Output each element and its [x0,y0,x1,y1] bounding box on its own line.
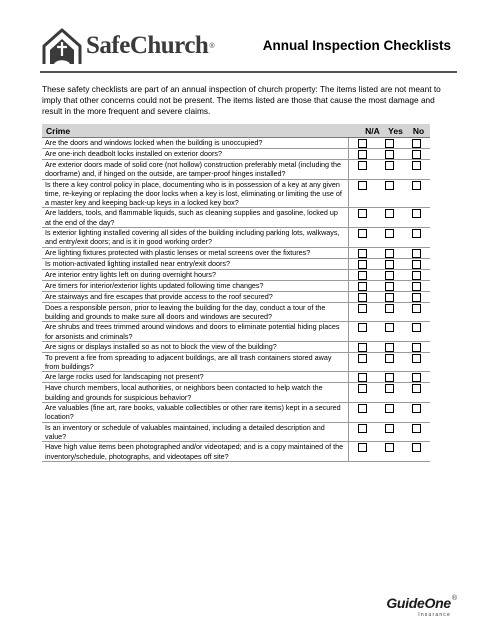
checkbox-yes[interactable] [385,443,394,452]
checkbox-no[interactable] [412,323,421,332]
checkbox-na[interactable] [358,229,367,238]
checkbox-yes[interactable] [385,304,394,313]
column-header-yes: Yes [388,125,403,136]
answer-boxes [349,259,430,269]
question-text: Is exterior lighting installed covering all sides of the building including parking lots, walkways, and entry/exit doors; and is it in good working order? [42,228,349,247]
question-text: Does a responsible person, prior to leaving the building for the day, conduct a tour of the building and grounds to make sure all doors and windows are secured? [42,303,349,322]
question-text: Are exterior doors made of solid core (not hollow) construction preferably metal (including the doorframe) and, if hinged on the outside, are tamper-proof hinges installed? [42,160,349,179]
guideone-logo [386,595,457,618]
table-row [42,259,430,270]
checklist-table [42,124,430,462]
table-row [42,292,430,303]
answer-boxes [349,442,430,461]
section-heading: Crime [46,125,71,136]
guideone-subtext: Insurance [418,612,451,618]
checkbox-no[interactable] [412,229,421,238]
question-text: Are shrubs and trees trimmed around windows and doors to eliminate potential hiding places for arsonists and criminals? [42,322,349,341]
table-row [42,442,430,462]
table-row [42,228,430,248]
checkbox-no[interactable] [412,150,421,159]
checkbox-yes[interactable] [385,139,394,148]
question-text: Are interior entry lights left on during overnight hours? [42,270,349,280]
table-row [42,383,430,403]
checkbox-yes[interactable] [385,181,394,190]
checkbox-na[interactable] [358,404,367,413]
answer-boxes [349,353,430,372]
checkbox-no[interactable] [412,343,421,352]
column-header-no: No [412,125,425,136]
question-text: To prevent a fire from spreading to adjacent buildings, are all trash containers stored away from buildings? [42,353,349,372]
checkbox-na[interactable] [358,282,367,291]
question-text: Are lighting fixtures protected with plastic lenses or metal screens over the fixtures? [42,248,349,258]
question-text: Are valuables (fine art, rare books, valuable collectibles or other rare items) kept in a secured location? [42,403,349,422]
checkbox-no[interactable] [412,354,421,363]
checkbox-yes[interactable] [385,209,394,218]
checkbox-no[interactable] [412,249,421,258]
answer-boxes [349,383,430,402]
answer-boxes [349,138,430,148]
answer-boxes [349,292,430,302]
checkbox-na[interactable] [358,293,367,302]
answer-boxes [349,270,430,280]
checkbox-yes[interactable] [385,271,394,280]
table-row [42,342,430,353]
checkbox-no[interactable] [412,404,421,413]
question-text: Are timers for interior/exterior lights updated following time changes? [42,281,349,291]
checkbox-na[interactable] [358,323,367,332]
table-row [42,138,430,149]
checkbox-no[interactable] [412,293,421,302]
checkbox-na[interactable] [358,373,367,382]
checkbox-no[interactable] [412,209,421,218]
answer-boxes [349,160,430,179]
answer-boxes [349,303,430,322]
question-text: Is motion-activated lighting installed near entry/exit doors? [42,259,349,269]
question-text: Are signs or displays installed so as not to block the view of the building? [42,342,349,352]
checkbox-na[interactable] [358,424,367,433]
checkbox-no[interactable] [412,424,421,433]
checkbox-yes[interactable] [385,282,394,291]
answer-boxes [349,149,430,159]
checkbox-yes[interactable] [385,260,394,269]
checkbox-na[interactable] [358,150,367,159]
question-text: Is an inventory or schedule of valuables maintained, including a detailed description and value? [42,423,349,442]
table-row [42,270,430,281]
checkbox-yes[interactable] [385,384,394,393]
checkbox-yes[interactable] [385,161,394,170]
checkbox-no[interactable] [412,271,421,280]
checkbox-no[interactable] [412,373,421,382]
guideone-registered-mark: ® [451,595,457,602]
checkbox-no[interactable] [412,260,421,269]
logo-wordmark: SafeChurch [86,32,209,59]
church-logo-icon [40,26,84,66]
page-header [40,24,455,72]
guideone-wordmark: GuideOne [386,595,451,611]
checkbox-na[interactable] [358,139,367,148]
checkbox-yes[interactable] [385,293,394,302]
question-text: Have church members, local authorities, or neighbors been contacted to help watch the building and grounds for suspicious behavior? [42,383,349,402]
checkbox-na[interactable] [358,271,367,280]
checkbox-no[interactable] [412,282,421,291]
header-divider [40,71,457,73]
checkbox-na[interactable] [358,384,367,393]
table-row [42,149,430,160]
answer-boxes [349,180,430,208]
safechurch-logo [40,26,215,66]
checkbox-yes[interactable] [385,229,394,238]
table-row [42,281,430,292]
answer-boxes [349,403,430,422]
checkbox-na[interactable] [358,249,367,258]
checkbox-na[interactable] [358,443,367,452]
table-row [42,423,430,443]
question-text: Is there a key control policy in place, documenting who is in possession of a key at any given time, re-keying or replacing the door locks when a key is lost, eliminating or limiting the use of a master key and keeping back-up keys in a locked key box? [42,180,349,208]
answer-boxes [349,322,430,341]
question-text: Are stairways and fire escapes that provide access to the roof secured? [42,292,349,302]
logo-registered-mark: ® [209,42,215,50]
checkbox-no[interactable] [412,139,421,148]
table-row [42,372,430,383]
answer-boxes [349,228,430,247]
checkbox-no[interactable] [412,443,421,452]
question-text: Are large rocks used for landscaping not present? [42,372,349,382]
table-row [42,248,430,259]
intro-paragraph: These safety checklists are part of an annual inspection of church property: The items listed are not meant to imply that other concerns could not be present. The items listed are those that cause the most damage and result in the more frequent and severe claims. [42,84,441,117]
checkbox-yes[interactable] [385,249,394,258]
answer-boxes [349,372,430,382]
question-text: Have high value items been photographed and/or videotaped; and is a copy maintained of the inventory/schedule, photographs, and videotapes off site? [42,442,349,461]
checkbox-na[interactable] [358,354,367,363]
document-title: Annual Inspection Checklists [262,38,451,53]
question-text: Are ladders, tools, and flammable liquids, such as cleaning supplies and gasoline, locked up at the end of the day? [42,208,349,227]
checkbox-yes[interactable] [385,404,394,413]
checkbox-na[interactable] [358,161,367,170]
checkbox-no[interactable] [412,384,421,393]
checkbox-no[interactable] [412,304,421,313]
table-row [42,160,430,180]
checkbox-na[interactable] [358,181,367,190]
checkbox-na[interactable] [358,209,367,218]
table-row [42,303,430,323]
checkbox-yes[interactable] [385,323,394,332]
checkbox-yes[interactable] [385,424,394,433]
table-header-row [42,124,430,138]
question-text: Are one-inch deadbolt locks installed on exterior doors? [42,149,349,159]
question-text: Are the doors and windows locked when the building is unoccupied? [42,138,349,148]
answer-boxes [349,342,430,352]
checkbox-na[interactable] [358,343,367,352]
table-row [42,353,430,373]
table-row [42,180,430,209]
answer-boxes [349,423,430,442]
column-header-na: N/A [365,125,380,136]
checkbox-no[interactable] [412,161,421,170]
checkbox-yes[interactable] [385,354,394,363]
checkbox-yes[interactable] [385,373,394,382]
answer-boxes [349,281,430,291]
checkbox-na[interactable] [358,304,367,313]
answer-boxes [349,248,430,258]
table-row [42,403,430,423]
answer-boxes [349,208,430,227]
checkbox-yes[interactable] [385,150,394,159]
checkbox-yes[interactable] [385,343,394,352]
checkbox-no[interactable] [412,181,421,190]
checkbox-na[interactable] [358,260,367,269]
table-row [42,208,430,228]
table-body [42,138,430,462]
table-row [42,322,430,342]
